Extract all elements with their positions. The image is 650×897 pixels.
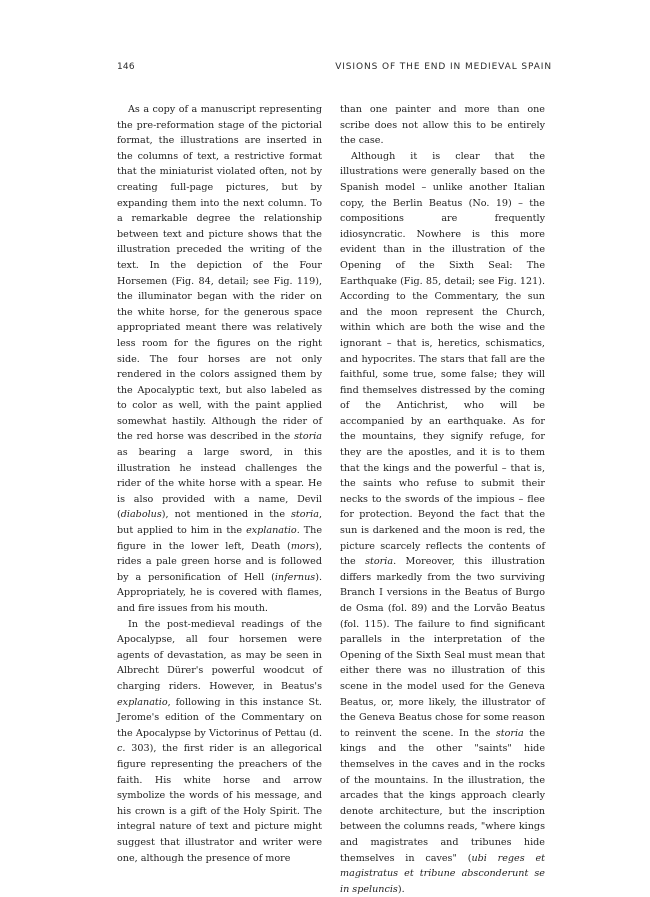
text-run: as bearing a large sword, in this illustration he instead challenges the rider of the white horse with a spear. He is also provided with a name, Devil ( xyxy=(117,447,322,521)
italic-term: storia xyxy=(294,431,322,443)
text-run: Although it is clear that the illustrations were generally based on the Spanish model – unlike another Italian copy, the Berlin Beatus (No. 19) – the compositions are frequently idiosyncratic. Nowhere is this more evident than in the illustration of the Opening of the Sixth Seal: The Earthquake (Fig. 85, detail; see Fig. 121). According to the Commentary, the sun and the moon represent the Church, within which are both the wise and the ignorant – that is, heretics, schismatics, and hypocrites. The stars that fall are the faithful, some true, some false; they will find themselves distressed by the coming of the Antichrist, who will be accompanied by an earthquake. As for the mountains, they signify refuge, for they are the apostles, and it is to them that the kings and the powerful – that is, the saints who refuse to submit their necks to the swords of the impious – flee for protection. Beyond the fact that the sun is darkened and the moon is red, the picture scarcely reflects the contents of the xyxy=(340,150,545,568)
paragraph-continuation: than one painter and more than one scribe does not allow this to be entirely the case. xyxy=(340,104,545,147)
italic-term: mors xyxy=(290,540,316,552)
text-run: ), not mentioned in the xyxy=(161,509,291,521)
text-run: the kings and the other "saints" hide themselves in the caves and in the rocks of the mountains. In the illustration, the arcades that the kings approach clearly denote architecture, but the inscription between the columns reads, "where kings and magistrates and tribunes hide themselves in caves" ( xyxy=(340,727,546,864)
running-header xyxy=(0,62,650,76)
text-run: . The figure in the lower left, Death ( xyxy=(117,525,322,552)
italic-term: explanatio xyxy=(117,696,168,708)
text-run: . Moreover, this illustration differs markedly from the two surviving Branch I versions in the Beatus of Burgo de Osma (fol. 89) and the Lorvão Beatus (fol. 115). The failure to find significant parallels in the interpretation of the Opening of the Sixth Seal must mean that either there was no illustration of this scene in the model used for the Geneva Beatus, or, more likely, the illustrator of the Geneva Beatus chose for some reason to reinvent the scene. In the xyxy=(340,556,546,739)
text-run: In the post-medieval readings of the Apocalypse, all four horsemen were agents of devastation, as may be seen in Albrecht Dürer's powerful woodcut of charging riders. However, in Beatus's xyxy=(117,618,322,692)
page-number: 146 xyxy=(117,62,135,72)
text-run: , following in this instance St. Jerome's edition of the Commentary on the Apocalypse by Victorinus of Pettau (d. xyxy=(117,696,322,739)
italic-term: ubi reges et magistratus et tribune absconderunt se in speluncis xyxy=(340,852,545,895)
italic-term: explanatio xyxy=(246,525,297,537)
italic-term: diabolus xyxy=(120,509,162,521)
text-run: ). xyxy=(397,883,405,895)
text-run: 303), the first rider is an allegorical figure representing the preachers of the faith. His white horse and arrow symbolize the words of his message, and his crown is a gift of the Holy Spirit. The integral nature of text and picture might suggest that illustrator and writer were one, although the presence of more xyxy=(117,743,322,864)
text-run: As a copy of a manuscript representing the pre-reformation stage of the pictorial format, the illustrations are inserted in the columns of text, a restrictive format that the miniaturist violated often, not by creating full-page pictures, but by expanding them into the next column. To a remarkable degree the relationship between text and picture shows that the illustration preceded the writing of the text. In the depiction of the Four Horsemen (Fig. 84, detail; see Fig. 119), the illuminator began with the rider on the white horse, for the generous space appropriated meant there was relatively less room for the figures on the right side. The four horses are not only rendered in the colors assigned them by the Apocalyptic text, but also labeled as to color as well, with the paint applied somewhat hastily. Although the rider of the red horse was described in the xyxy=(117,104,322,443)
text-run: ), rides a pale green horse and is followed by a personification of Hell ( xyxy=(117,540,322,583)
italic-term: storia xyxy=(365,556,394,568)
right-text-column xyxy=(340,102,545,897)
paragraph xyxy=(340,149,545,897)
text-run: ). Appropriately, he is covered with flames, and fire issues from his mouth. xyxy=(117,571,322,614)
left-text-column xyxy=(117,102,322,866)
running-title: VISIONS OF THE END IN MEDIEVAL SPAIN xyxy=(335,62,552,72)
italic-term: c. xyxy=(117,743,126,755)
paragraph xyxy=(117,102,322,617)
paragraph xyxy=(117,617,322,867)
italic-term: storia xyxy=(291,509,319,521)
italic-term: infernus xyxy=(274,571,316,583)
text-run: , but applied to him in the xyxy=(117,509,322,537)
italic-term: storia xyxy=(495,727,524,739)
